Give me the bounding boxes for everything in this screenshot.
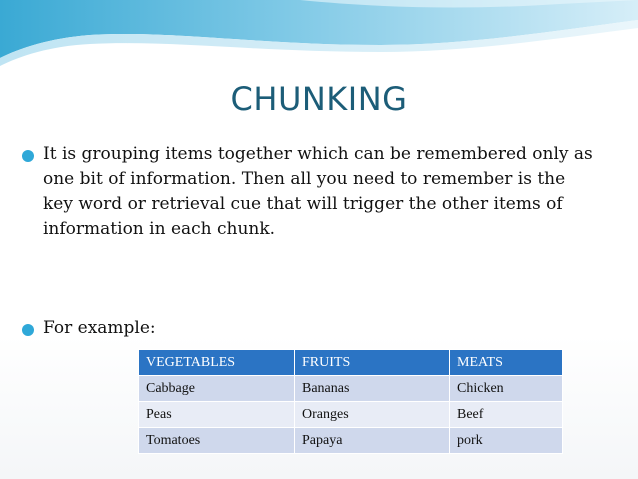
table-cell: Beef	[450, 402, 563, 428]
slide-title: CHUNKING	[230, 80, 408, 118]
table-cell: Bananas	[295, 376, 450, 402]
table-cell: pork	[450, 428, 563, 454]
table-cell: Chicken	[450, 376, 563, 402]
table-row	[139, 428, 563, 454]
bullet-example	[22, 316, 598, 341]
table-cell: Tomatoes	[139, 428, 295, 454]
column-header-fruits: FRUITS	[295, 350, 450, 376]
table-header-row	[139, 350, 563, 376]
table-cell: Papaya	[295, 428, 450, 454]
table-row	[139, 376, 563, 402]
table-cell: Peas	[139, 402, 295, 428]
table-cell: Oranges	[295, 402, 450, 428]
bullet-text: It is grouping items together which can be remembered only as one bit of information. Then all you need to remember is the key word or retrieval cue that will trigger the other items of information in each chunk.	[43, 144, 593, 239]
column-header-meats: MEATS	[450, 350, 563, 376]
bullet-dot-icon	[22, 324, 34, 336]
chunking-example-table	[138, 349, 563, 454]
table-row	[139, 402, 563, 428]
bullet-text: For example:	[43, 318, 156, 338]
bullet-dot-icon	[22, 150, 34, 162]
column-header-vegetables: VEGETABLES	[139, 350, 295, 376]
header-wave-decoration	[0, 0, 638, 70]
table-cell: Cabbage	[139, 376, 295, 402]
bullet-definition	[22, 142, 598, 242]
